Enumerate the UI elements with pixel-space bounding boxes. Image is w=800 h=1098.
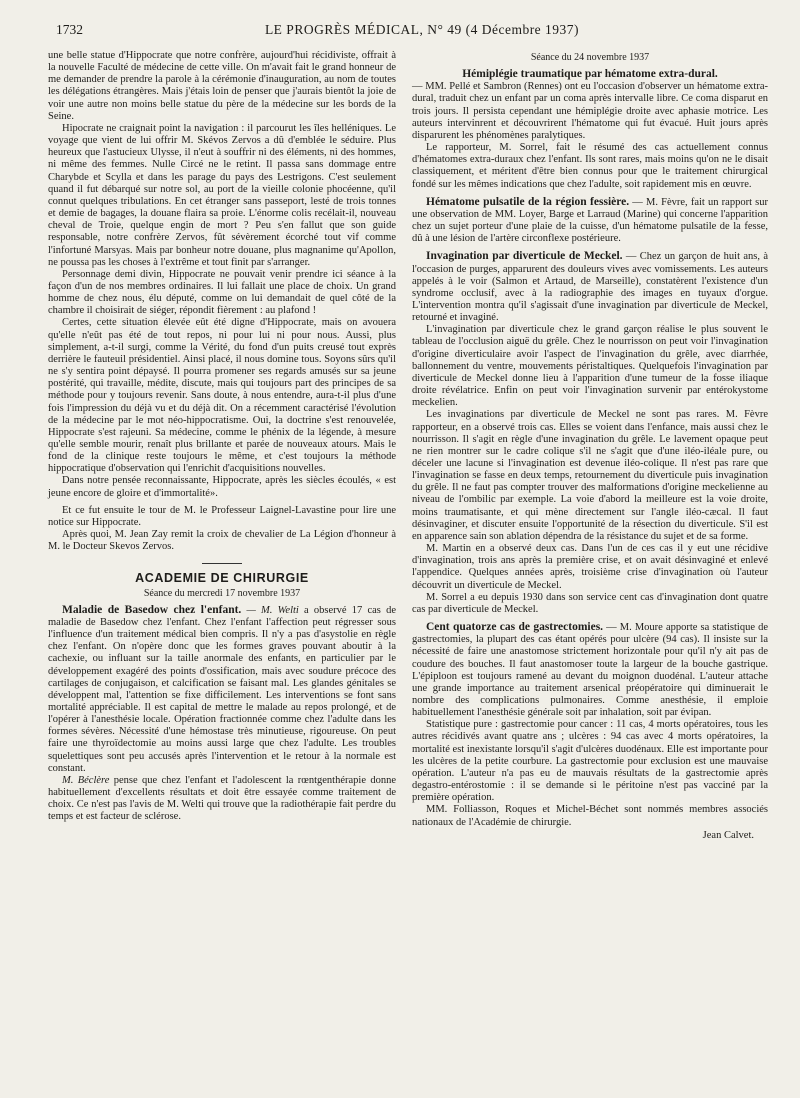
divider — [202, 563, 242, 564]
paragraph: Hématome pulsatile de la région fessière. — M. Fèvre, fait un rapport sur une observation de MM. Loyer, Barge et Larraud (Marine) qui concerne l'apparition chez un sujet porteur d'une plaie de la cuisse, d'un hématome pulsatile de la fesse, dû à une lésion de l'artère circonflexe postérieure. — [412, 195, 769, 245]
paragraph: Maladie de Basedow chez l'enfant. — M. Welti a observé 17 cas de maladie de Basedow chez l'enfant. Chez l'enfant l'affection peut régresser sous l'influence d'un traitement médical bien compris. Il n'y a pas d'asystolie en règle chez l'enfant. On n'opère donc que les formes graves pouvant aboutir à la cachexie, ou influant sur la taille anormale des enfants, en particulier par le développement exagéré des points d'ossification, mais avec soudure précoce des cartilages de conjugaison, et calcification se faisant mal. Les glandes génitales se développent mal, l'attention se fixe difficilement. Les interventions se font sans mortalité appréciable. Il est capital de mettre le malade au repos prolongé, et de l'opérer à l'anesthésie locale. Opération fractionnée comme chez l'adulte dans les formes sévères. Nécessité d'une hémostase très minutieuse, rigoureuse. On peut faire une thyroïdectomie au moins aussi large que chez l'adulte. Les troubles squelettiques sont peu accusés après l'intervention et le retour à la normale est constant. — [48, 603, 397, 774]
paragraph: Les invaginations par diverticule de Meckel ne sont pas rares. M. Fèvre rapporteur, en a observé trois cas. Elles se voient dans l'enfance, mais aussi chez le nourrisson. Il s'agit en règle d'une invagination du grêle. Le lavement opaque peut ne rien montrer sur le cadre colique s'il ne s'agit que d'une iléo-iléale pure, ou déceler une lacune si l'invagination est devenue iléo-colique. Il n'est pas rare que l'invagination se fasse en deux temps, retournement du diverticule puis invagination du grêle. Il ne faut pas compter trouver des malformations d'origine meckelienne au niveau de l'ombilic par exemple. La voie d'abord la meilleure est la voie droite, moins traumatisante, et qui mène directement sur l'angle iléo-cæcal. Il faut désinvaginer, et discuter ensuite l'opportunité de la résection du diverticule. S'il est en apparence sain son ablation dépendra de la résistance du sujet et de sa forme. — [412, 409, 768, 542]
subheading: Hémiplégie traumatique par hématome extra-dural. — [462, 68, 718, 81]
section-title: ACADEMIE DE CHIRURGIE — [135, 571, 309, 586]
left-column — [48, 50, 396, 824]
paragraph: Cent quatorze cas de gastrectomies. — M. Moure apporte sa statistique de gastrectomies, la plupart des cas étant opérés pour ulcère (94 cas). Il insiste sur la nécessité de faire une anastomose strictement horizontale pour qu'il n'y ait pas de coudure des bouches. Il faut anastomoser toute la largeur de la bouche gastrique. L'épiploon est toujours ramené au devant du moignon duodénal. L'auteur attache une grande importance au traitement arsenical préopératoire qui diminuerait le nombre des complications pulmonaires. Comme anesthésie, il emploie habituellement l'anesthésie générale soit par inhalation, soit par évipan. — [412, 621, 768, 719]
paragraph: une belle statue d'Hippocrate que notre confrère, aujourd'hui récidiviste, offrait à la nouvelle Faculté de médecine de cette ville. On m'avait fait le grand honneur de me demander de prendre la parole à la cérémonie d'inauguration, au nom de toutes les délégations étrangères. Mais j'étais loin de penser que j'aurais bientôt la joie de voir une autre non moins belle statue du père de la médecine sur les bords de la Seine. — [48, 50, 396, 122]
paragraph: L'invagination par diverticule chez le grand garçon réalise le plus souvent le tableau de l'occlusion aiguë du grêle. Chez le nourrisson on peut voir l'invagination d'origine diverticulaire avoir l'aspect de l'invagination du grêle, avec diarrhée, ballonnement du ventre, mouvements péristaltiques. Quelquefois l'invagination par diverticule de Meckel donne lieu à l'apparition d'une tumeur de la fosse iliaque droite révélatrice. Enfin on peut voir l'invagination survenir par entérokystome meckelien. — [412, 324, 768, 409]
subheading: Hématome pulsatile de la région fessière. — [426, 195, 630, 208]
paragraph: — MM. Pellé et Sambron (Rennes) ont eu l'occasion d'observer un hématome extra-dural, traduit chez un enfant par un coma après intervalle libre. Ce coma disparut en trois jours. Il persista cependant une hémiplégie droite avec aphasie motrice. Les auteurs intervinrent et découvrirent l'hématome qui fut évacué. Huit jours après disparurent les phénomènes paralytiques. — [412, 81, 768, 141]
paragraph: Après quoi, M. Jean Zay remit la croix de chevalier de La Légion d'honneur à M. le Docteur Skevos Zervos. — [48, 529, 396, 553]
paragraph: MM. Folliasson, Roques et Michel-Béchet sont nommés membres associés nationaux de l'Académie de chirurgie. — [412, 804, 768, 828]
session-date: Séance du mercredi 17 novembre 1937 — [143, 587, 301, 599]
paragraph: Hipocrate ne craignait point la navigation : il parcourut les îles helléniques. Le voyage que vient de lui offrir M. Skévos Zervos a dû d'emblée le séduire. Plus heureux que l'astucieux Ulysse, il n'eut à souffrir ni des éléments, ni des hommes, ni même des femmes. Nulle Circé ne le retint. Il passa sans dommage entre Charybde et Scylla et dans les parage du pays des Lestrigons. C'est seulement quand il fut débarqué sur notre sol, au port de la vieille colonie phocéenne, qu'il connut quelques tribulations. En cet étranger sans passeport, lesté de trois tonnes et demie de bagages, la douane flaira sa proie. L'énorme colis recélait-il, nouveau cheval de Troie, quelque engin de mort ? Peu s'en fallut que son guide responsable, notre confrère Zervos, fût sévèrement écorché tout vif comme l'infortuné Marsyas. Mais par bonheur notre douane, plus magnanime qu'Apollon, ne poussa pas les choses à l'extrême et tout finit par s'arranger. — [48, 122, 396, 268]
paragraph: Dans notre pensée reconnaissante, Hippocrate, après les siècles écoulés, « est jeune encore de gloire et d'immortalité». — [48, 475, 396, 499]
paragraph: Statistique pure : gastrectomie pour cancer : 11 cas, 4 morts opératoires, tous les autres récidivés avant quatre ans ; ulcères : 94 cas avec 4 morts opératoires, la mortalité est inexistante lorsqu'il s'agit d'ulcères duodénaux. Elle est importante pour les ulcères de la petite courbure. La gastrectomie pour exclusion est une mauvaise opération. L'auteur n'a pas eu de mauvais résultats de la gastrectomie après degastro-entérostomie : il se demande si le péritoine n'est pas vacciné par la première opération. — [412, 719, 768, 804]
author: M. Béclère — [62, 774, 110, 786]
paragraph: Et ce fut ensuite le tour de M. le Professeur Laignel-Lavastine pour lire une notice sur Hippocrate. — [48, 504, 396, 528]
paragraph: M. Martin en a observé deux cas. Dans l'un de ces cas il y eut une récidive d'invagination, trois ans après la première crise, et on avait désinvaginé et enlevé l'appendice. Quelques années après, troisième crise d'invagination où l'auteur découvrit un diverticule de Meckel. — [412, 543, 768, 591]
page-number: 1732 — [56, 22, 83, 37]
author: — M. Welti — [246, 604, 299, 616]
paragraph: Certes, cette situation élevée eût été digne d'Hippocrate, mais on avouera qu'elle n'eût pas été de tout repos, ni pour lui ni pour nous. Aussi, plus simplement, a-t-il surgi, comme la Vérité, du fond d'un puits creusé tout exprès derrière le fauteuil présidentiel. Ainsi placé, il nous domine tous. Soyons sûrs qu'il ne s'y sentira point dépaysé. Il pourra promener ses regards amusés sur sa jeune postérité, qui travaille, médite, discute, mais qui toujours part des principes de sa méthode pour y toujours revenir. Sans doute, à nous entendre, aura-t-il plus d'une fois l'impression du déjà vu et du déjà dit. On a récemment caractérisé l'évolution de la médecine par le mot néo-hippocratisme. Oui, la doctrine s'est renouvelée, Hippocrate s'est rajeuni. Sa médecine, comme le phénix de la légende, à mesure qu'elle semble mourir, renaît plus brillante et parée de nouveaux atours. Mais le fond de la clinique reste toujours le même, et c'est toujours la méthode hippocratique d'observation qui l'enrichit d'acquisitions nouvelles. — [48, 317, 396, 475]
session-date: Séance du 24 novembre 1937 — [530, 52, 650, 63]
subheading: Invagination par diverticule de Meckel. — [426, 250, 623, 263]
subheading: Cent quatorze cas de gastrectomies. — [426, 621, 604, 634]
running-head — [56, 22, 762, 38]
paragraph: M. Béclère pense que chez l'enfant et l'adolescent la rœntgenthérapie donne habituellement d'excellents résultats et doit être essayée comme traitement de choix. Ce n'est pas l'avis de M. Welti qui trouve que la radiothérapie fait perdre du temps et est facteur de sclérose. — [48, 774, 396, 823]
signature: Jean Calvet. — [702, 829, 754, 841]
paragraph: Le rapporteur, M. Sorrel, fait le résumé des cas actuellement connus d'hématomes extra-duraux chez l'enfant. Ils sont rares, mais moins qu'on ne le disait classiquement, et méritent d'être bien connus pour que le traitement chirurgical fondé sur les mêmes indications que chez l'adulte, soit rapidement mis en œuvre. — [412, 142, 768, 190]
paragraph: Personnage demi divin, Hippocrate ne pouvait venir prendre ici séance à la façon d'un de nos membres ordinaires. Il lui fallait une place de choix. Un grand homme de chez nous, élu député, comme on lui demandait de quel côté de la chambre il choisirait de siéger, répondit fièrement : au plafond ! — [48, 268, 396, 317]
journal-title: LE PROGRÈS MÉDICAL, N° 49 (4 Décembre 1937) — [264, 22, 580, 37]
paragraph: Invagination par diverticule de Meckel. — Chez un garçon de huit ans, à l'occasion de purges, apparurent des douleurs vives avec vomissements. Les auteurs appelés à le voir (Salmon et Artaud, de Marseille), constatèrent l'existence d'un syndrome occlusif, avec à la radiographie des images en tuyaux d'orgue. L'intervention montra qu'il s'agissait d'une invagination par diverticule de Meckel, retourné et invaginé. — [412, 250, 768, 324]
right-column — [412, 50, 768, 842]
subheading: Maladie de Basedow chez l'enfant. — [62, 603, 242, 616]
paragraph: M. Sorrel a eu depuis 1930 dans son service cent cas d'invagination dont quatre cas par diverticule de Meckel. — [412, 591, 768, 615]
